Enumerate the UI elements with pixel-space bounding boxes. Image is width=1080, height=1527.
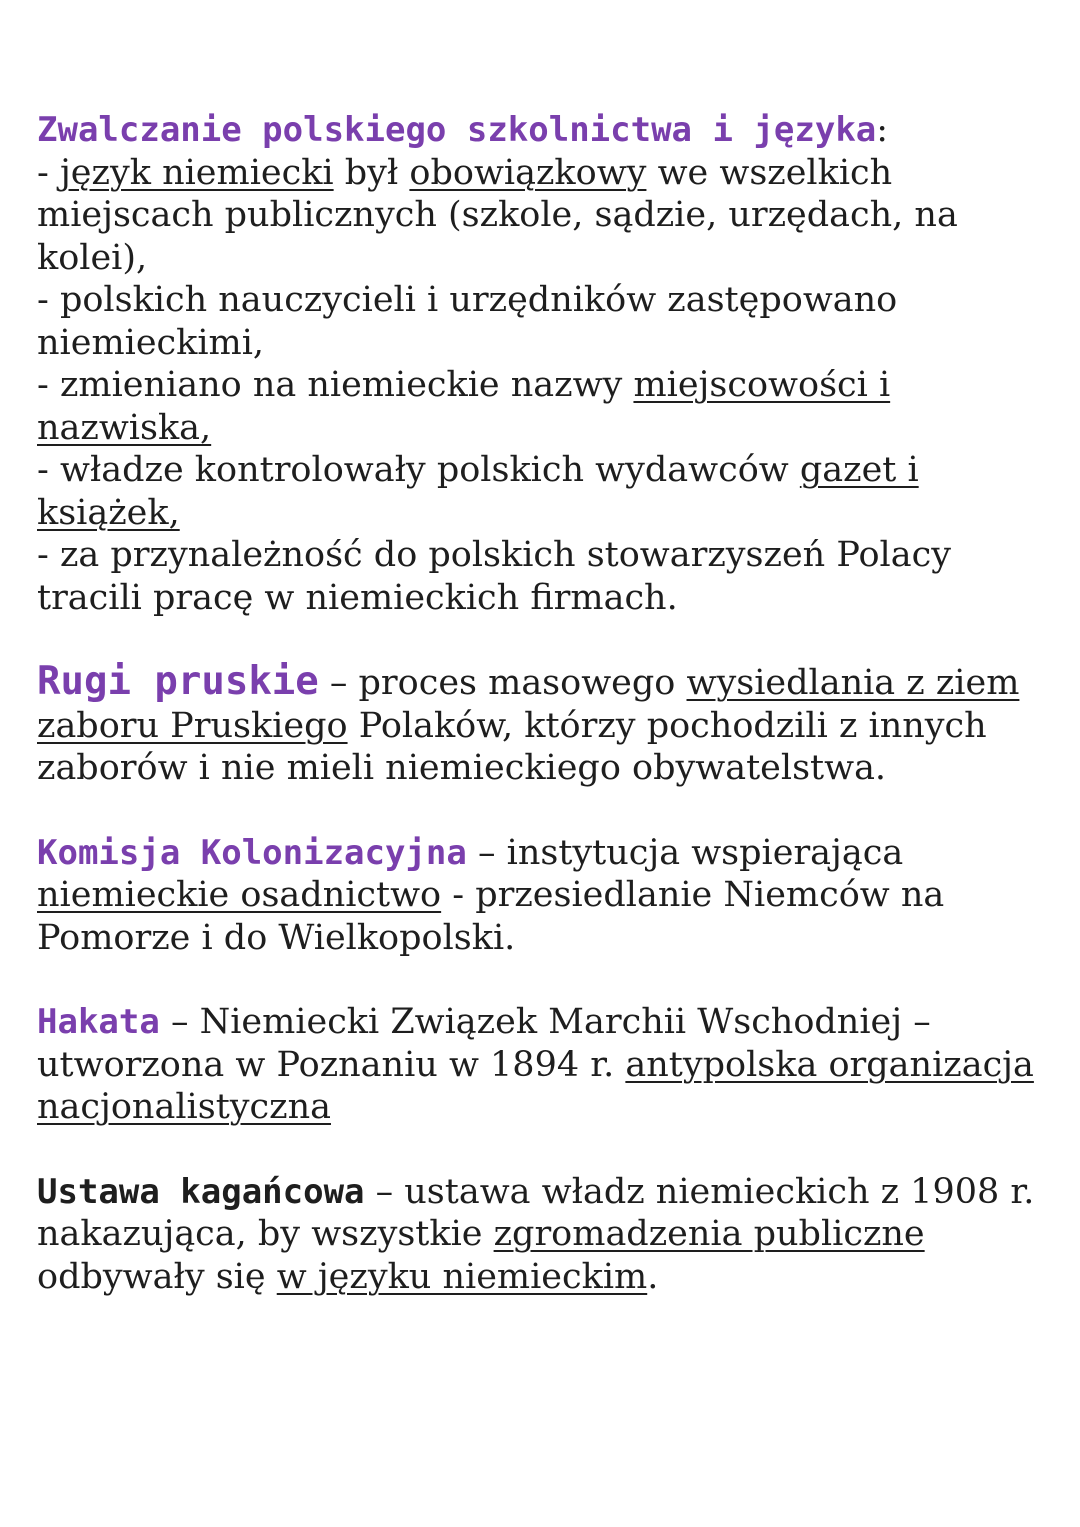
section-heading-line	[37, 109, 1047, 152]
list-item: - za przynależność do polskich stowarzyszeń Polacy tracili pracę w niemieckich firmach.	[37, 535, 951, 618]
term-title: Ustawa kagańcowa	[37, 1171, 365, 1212]
underlined-phrase: niemieckie osadnictwo	[37, 875, 442, 915]
text-fragment: – instytucja wspierająca	[466, 832, 904, 873]
text-fragment: – proces masowego	[318, 663, 687, 703]
text-fragment: - zmieniano na niemieckie nazwy	[37, 365, 634, 405]
text-fragment: Polaków, którzy pochodzili z innych zaborów i nie mieli niemieckiego obywatelstwa.	[37, 705, 987, 788]
section-hakata	[37, 1001, 1047, 1129]
term-title: Hakata	[37, 1002, 160, 1042]
section-rugi-pruskie	[37, 661, 1047, 790]
text-fragment: - przesiedlanie Niemców na Pomorze i do Wielkopolski.	[37, 875, 945, 958]
underlined-phrase: gazet i książek,	[37, 450, 919, 533]
term-title: Komisja Kolonizacyjna	[37, 832, 467, 873]
text-fragment: - władze kontrolowały polskich wydawców	[37, 450, 800, 490]
text-fragment: – ustawa władz niemieckich z 1908 r. nakazująca, by wszystkie	[37, 1171, 1035, 1254]
underlined-phrase: miejscowości i nazwiska,	[37, 365, 891, 448]
list-dash: -	[37, 152, 60, 193]
heading-colon: :	[876, 110, 889, 150]
section-germanization-schools	[37, 109, 1047, 619]
list-item	[37, 152, 1047, 280]
underlined-phrase: antypolska organizacja nacjonalistyczna	[37, 1044, 1034, 1127]
text-fragment: był	[333, 152, 410, 193]
underlined-phrase: język niemiecki	[59, 152, 334, 193]
text-fragment: .	[647, 1256, 659, 1297]
text-fragment: odbywały się	[37, 1256, 277, 1297]
section-komisja-kolonizacyjna	[37, 832, 1047, 960]
underlined-phrase: obowiązkowy	[409, 152, 647, 193]
section-ustawa-kagancowa	[37, 1171, 1047, 1299]
list-item: - polskich nauczycieli i urzędników zastępowano niemieckimi,	[37, 280, 898, 363]
section-heading: Zwalczanie polskiego szkolnictwa i języka	[37, 110, 877, 150]
underlined-phrase: wysiedlania z ziem zaboru Pruskiego	[37, 663, 1020, 746]
term-title: Rugi pruskie	[37, 659, 319, 704]
underlined-phrase: zgromadzenia publiczne	[493, 1214, 925, 1254]
underlined-phrase: w języku niemieckim	[276, 1256, 648, 1297]
list-item	[37, 364, 1047, 449]
text-fragment: – Niemiecki Związek Marchii Wschodniej – utworzona w Poznaniu w 1894 r.	[37, 1002, 931, 1085]
list-item	[37, 449, 1047, 534]
text-fragment: we wszelkich miejscach publicznych (szkole, sądzie, urzędach, na kolei),	[37, 152, 958, 278]
notes-page	[37, 109, 1047, 1298]
